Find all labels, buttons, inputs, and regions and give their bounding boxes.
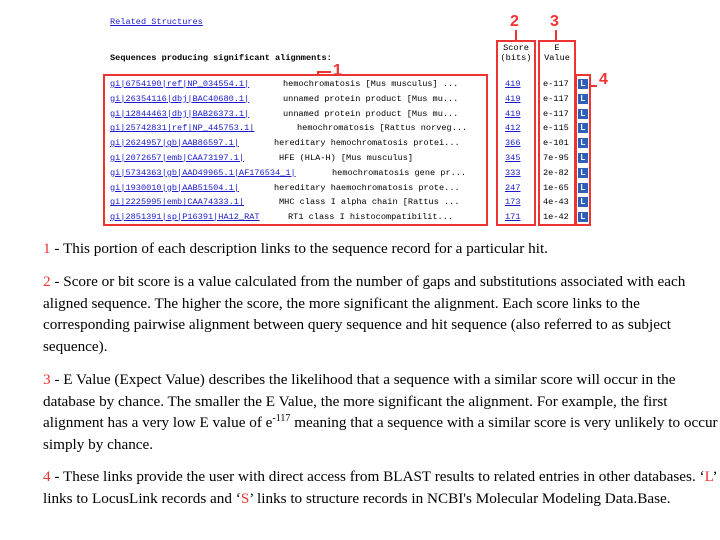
producing-label: Sequences producing significant alignments: [110,53,332,63]
score-link[interactable]: 419 [505,79,521,89]
hit-description: hereditary hemochromatosis protei... [274,138,460,149]
paragraph-4 [43,466,718,509]
callout-box-descriptions [103,74,488,226]
paragraph-4-text-a: - These links provide the user with direct access from BLAST results to related entries in other databases. ‘ [50,468,705,485]
locuslink-button[interactable]: L [578,183,588,193]
evalue-text: 4e-43 [543,197,569,208]
score-link[interactable]: 366 [505,138,521,149]
evalue-header-line2: Value [544,53,570,63]
score-link[interactable]: 171 [505,212,521,223]
locuslink-button[interactable]: L [578,94,588,104]
locuslink-button[interactable]: L [578,79,588,89]
sequence-id-link[interactable]: gi|5734363|gb|AAD49965.1|AF176534_1| [110,167,296,178]
sequence-id-link[interactable]: gi|2624957|gb|AAB86597.1| [110,138,239,149]
evalue-text: 1e-42 [543,212,569,223]
score-header-line2: (bits) [500,53,532,63]
evalue-text: e-115 [543,123,569,134]
locuslink-button[interactable]: L [578,109,588,119]
sequence-id-link[interactable]: gi|25742831|ref|NP_445753.1| [110,123,255,134]
locuslink-button[interactable]: L [578,138,588,148]
sequence-id-link[interactable]: gi|26354116|dbj|BAC40680.1| [110,93,250,104]
callout-4: 4 [599,71,608,88]
hit-description: unnamed protein product [Mus mu... [283,93,459,104]
hit-description: hemochromatosis gene pr... [332,167,467,178]
hit-description: HFE (HLA-H) [Mus musculus] [279,153,414,163]
score-link[interactable]: 173 [505,197,521,208]
callout-1: 1 [333,62,342,79]
blast-results-screenshot [105,12,608,230]
paragraph-4-number: 4 [43,468,51,485]
paragraph-4-text-b: ’ links to LocusLink records and ‘ [43,468,717,507]
hit-description: MHC class I alpha chain [Rattus ... [279,197,460,208]
callout-box-score [496,40,536,226]
callout-line-3 [555,30,557,41]
sequence-id-link[interactable]: gi|6754190|ref|NP_034554.1| [110,79,250,89]
paragraph-2-number: 2 [43,273,51,290]
callout-line-4 [591,85,597,87]
paragraph-1-number: 1 [43,240,51,257]
callout-2: 2 [510,13,519,30]
score-link[interactable]: 412 [505,123,521,134]
hit-description: RT1 class I histocompatibilit... [288,212,454,223]
hit-description: hemochromatosis [Mus musculus] ... [283,79,459,89]
score-header-line1: Score [503,43,529,53]
callout-line-1-v [317,71,319,76]
evalue-text: 7e-95 [543,153,569,163]
score-link[interactable]: 247 [505,182,521,193]
evalue-header-line1: E [554,43,560,53]
evalue-text: 2e-82 [543,167,569,178]
sequence-id-link[interactable]: gi|12844463|dbj|BAB26373.1| [110,108,250,119]
score-link[interactable]: 345 [505,153,521,163]
paragraph-2-text: - Score or bit score is a value calculated from the number of gaps and substitutions associated with each aligned sequence. The higher the score, the more significant the alignment. Each score links to the corresponding pairwise alignment between query sequence and hit sequence (also referred to as subject sequence). [43,273,686,355]
callout-box-links [575,74,591,226]
paragraph-4-text-c: ’ links to structure records in NCBI's Molecular Modeling Data.Base. [249,489,671,507]
paragraph-4-l-letter: L [704,468,713,485]
callout-box-evalue [538,40,576,226]
locuslink-button[interactable]: L [578,123,588,133]
sequence-id-link[interactable]: gi|2225995|emb|CAA74333.1| [110,197,245,208]
sequence-id-link[interactable]: gi|2072657|emb|CAA73197.1| [110,153,245,163]
score-link[interactable]: 419 [505,108,521,119]
evalue-text: e-117 [543,93,569,104]
score-link[interactable]: 419 [505,93,521,104]
paragraph-3 [43,369,718,455]
locuslink-button[interactable]: L [578,168,588,178]
paragraph-2 [43,271,718,357]
evalue-text: e-101 [543,138,569,149]
paragraph-3-exponent: -117 [272,413,291,425]
hit-description: unnamed protein product [Mus mu... [283,108,459,119]
sequence-id-link[interactable]: gi|1930010|gb|AAB51504.1| [110,182,239,193]
evalue-text: e-117 [543,108,569,119]
paragraph-3-text-a: - E Value (Expect Value) describes the likelihood that a sequence with a similar score will occur in the database by chance. The smaller the E Value, the more significant the alignment. For example, the first alignment has a very low E value of e [43,371,676,432]
paragraph-1-text: - This portion of each description links to the sequence record for a particular hit. [50,240,548,257]
score-link[interactable]: 333 [505,167,521,178]
paragraph-1 [43,238,718,260]
related-structures-link[interactable]: Related Structures [110,17,203,27]
evalue-text: 1e-65 [543,182,569,193]
paragraph-3-text-b: meaning that a sequence with a similar score is very unlikely to occur simply by chance. [43,414,718,453]
evalue-text: e-117 [543,79,569,89]
paragraph-3-number: 3 [43,371,51,388]
callout-line-2 [515,30,517,41]
hit-description: hemochromatosis [Rattus norveg... [297,123,468,134]
hit-description: hereditary haemochromatosis prote... [274,182,460,193]
locuslink-button[interactable]: L [578,153,588,163]
callout-line-1-h [317,71,331,73]
paragraph-4-s-letter: S [240,489,250,507]
sequence-id-link[interactable]: gi|2851391|sp|P16391|HA12_RAT [110,212,260,223]
locuslink-button[interactable]: L [578,212,588,222]
locuslink-button[interactable]: L [578,197,588,207]
callout-3: 3 [550,13,559,30]
